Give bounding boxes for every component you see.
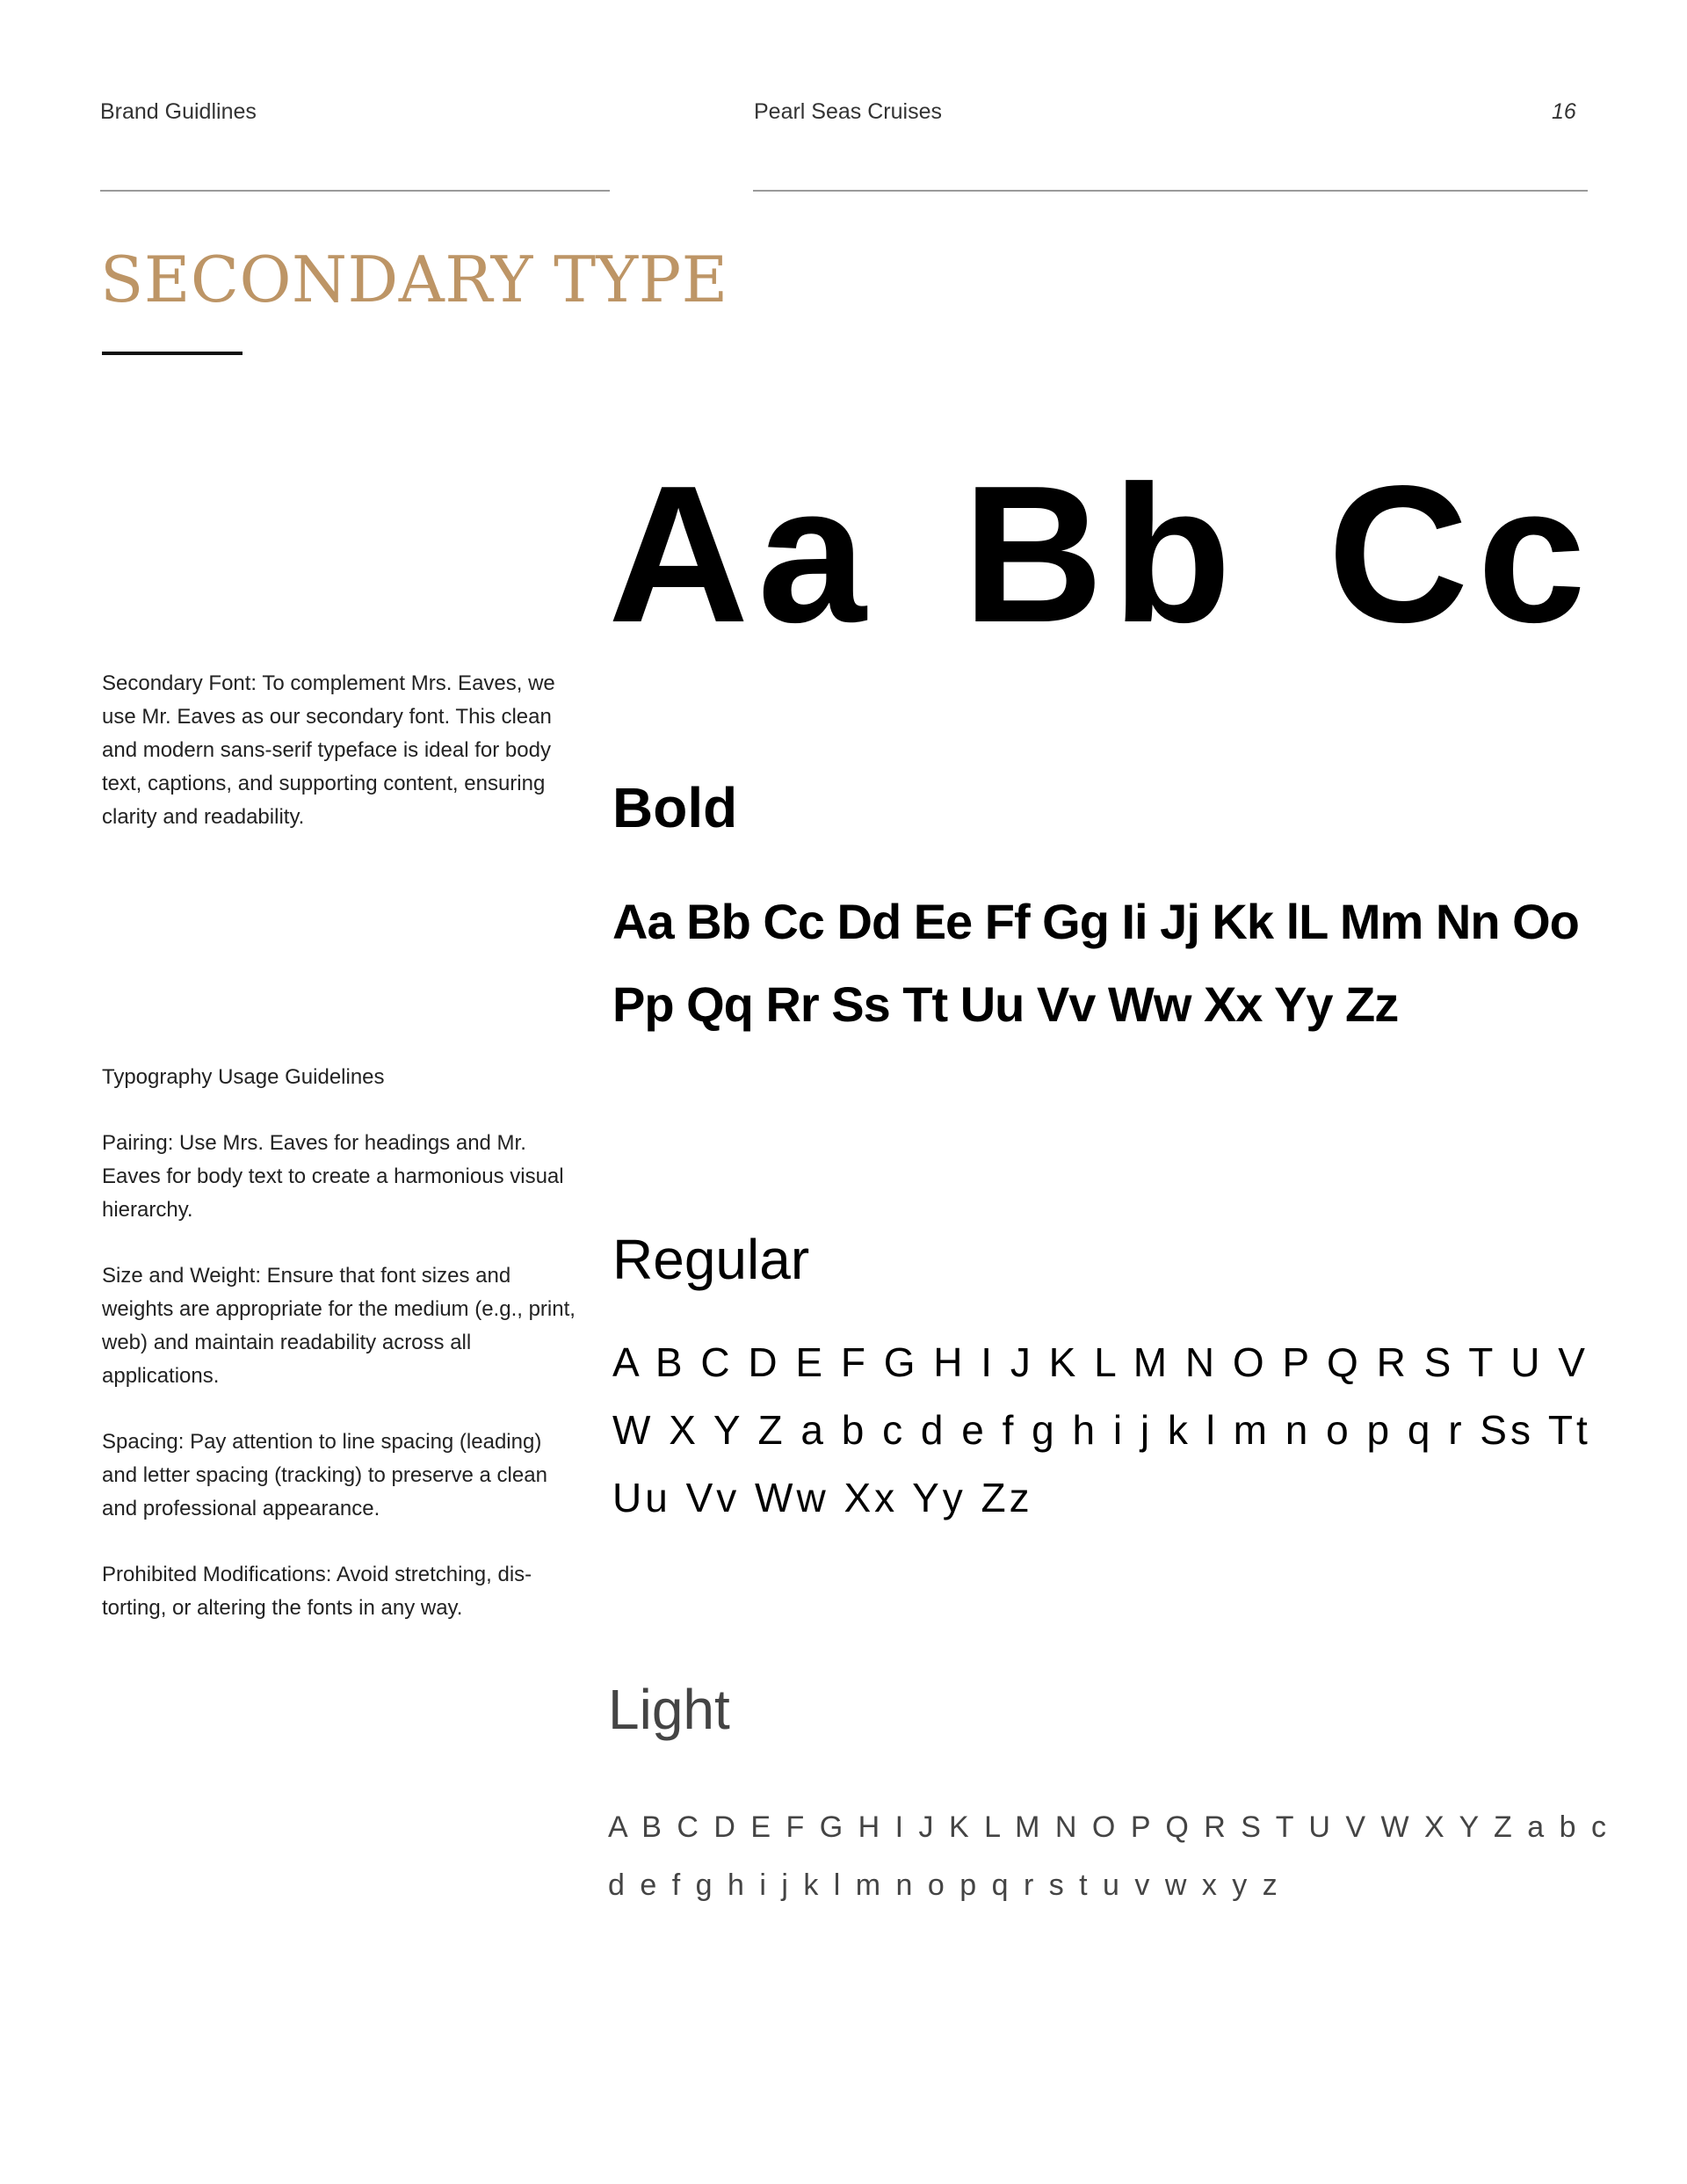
- guideline-spacing: Spacing: Pay attention to line spacing (leading) and letter spacing (tracking) to preserve a clean and professional appearance.: [102, 1430, 547, 1520]
- title-underline: [102, 352, 243, 355]
- guidelines-list: [102, 1127, 576, 1658]
- page-number: 16: [1552, 99, 1576, 124]
- guidelines-title: Typography Usage Guidelines: [102, 1065, 385, 1089]
- header-rule-left: [100, 190, 610, 192]
- light-weight-label: Light: [608, 1678, 730, 1741]
- bold-alphabet-sample: Aa Bb Cc Dd Ee Ff Gg Ii Jj Kk lL Mm Nn Oo Pp Qq Rr Ss Tt Uu Vv Ww Xx Yy Zz: [612, 894, 1579, 1032]
- header-client-name: Pearl Seas Cruises: [754, 99, 942, 124]
- regular-alphabet-sample: A B C D E F G H I J K L M N O P Q R S T U V W X Y Z a b c d e f g h i j k l m n o p q r Ss Tt Uu Vv Ww Xx Yy Zz: [612, 1339, 1591, 1520]
- secondary-font-description: Secondary Font: To complement Mrs. Eaves, we use Mr. Eaves as our secondary font. This clean and modern sans-serif typeface is ideal for body text, captions, and supporting content, ensuring clarity and readability.: [102, 671, 555, 829]
- light-alphabet-sample: A B C D E F G H I J K L M N O P Q R S T U V W X Y Z a b c d e f g h i j k l m n o p q r s t u v w x y z: [608, 1810, 1610, 1902]
- section-title: SECONDARY TYPE: [100, 243, 728, 316]
- guideline-prohibited: Prohibited Modifications: Avoid stretching, dis-torting, or altering the fonts in any way.: [102, 1563, 532, 1620]
- guideline-size-weight: Size and Weight: Ensure that font sizes and weights are appropriate for the medium (e.g., print, web) and maintain readability across all applications.: [102, 1264, 576, 1388]
- bold-weight-label: Bold: [612, 776, 738, 839]
- regular-weight-label: Regular: [612, 1228, 810, 1291]
- header-doc-title: Brand Guidlines: [100, 99, 257, 124]
- header-rule-right: [753, 190, 1588, 192]
- guideline-pairing: Pairing: Use Mrs. Eaves for headings and Mr. Eaves for body text to create a harmonious visual hierarchy.: [102, 1131, 564, 1222]
- type-specimen-large: Aa Bb Cc: [608, 446, 1595, 664]
